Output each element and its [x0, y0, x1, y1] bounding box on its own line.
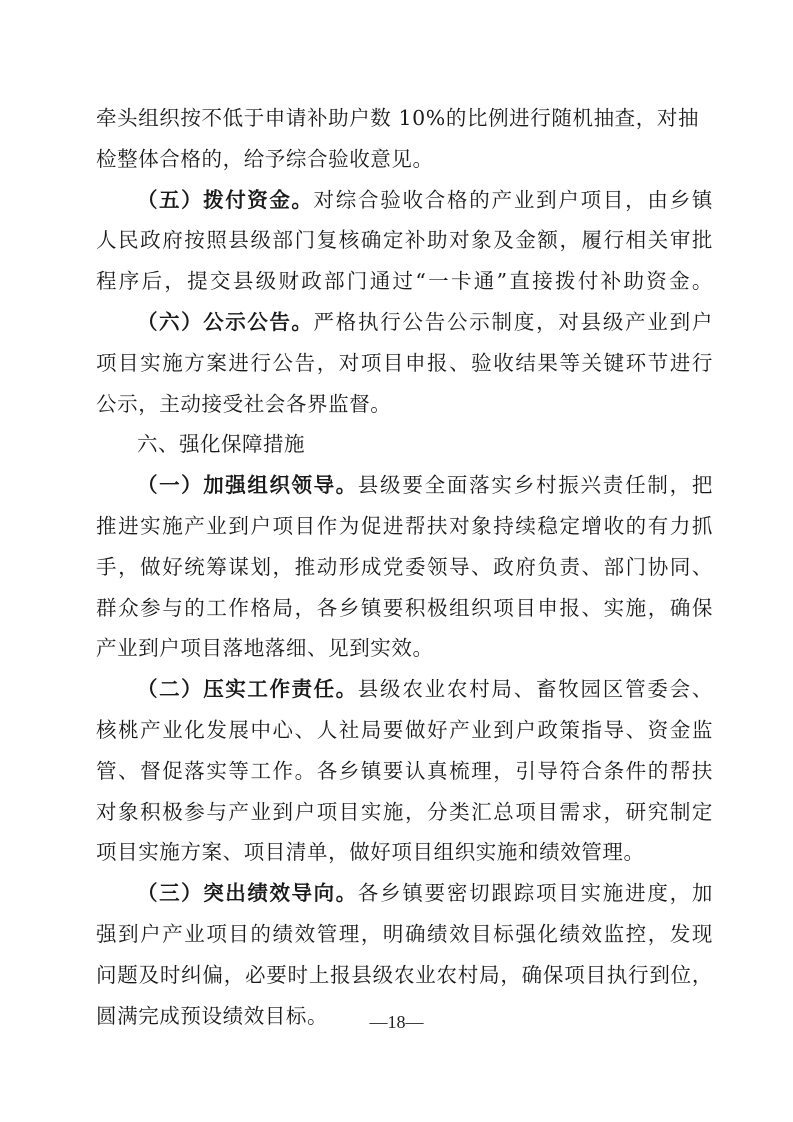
text-line: 程序后，提交县级财政部门通过“一卡通”直接拨付补助资金。 — [96, 269, 713, 294]
text-line: 县级农业农村局、畜牧园区管委会、 — [357, 677, 713, 702]
page-number: —18— — [369, 1012, 424, 1032]
text-line: 管、督促落实等工作。各乡镇要认真梳理，引导符合条件的帮扶 — [96, 758, 713, 783]
text-line: 公示，主动接受社会各界监督。 — [96, 391, 392, 416]
text-line: 县级要全面落实乡村振兴责任制，把 — [357, 473, 713, 498]
text-line: 各乡镇要密切跟踪项目实施进度，加 — [357, 881, 713, 906]
text-line: 牵头组织按不低于申请补助户数 10%的比例进行随机抽查，对抽 — [96, 106, 700, 130]
text-line: 对综合验收合格的产业到户项目，由乡镇 — [313, 187, 713, 212]
text-line: 检整体合格的，给予综合验收意见。 — [96, 146, 434, 171]
paragraph-lead: （三）突出绩效导向。 — [137, 881, 358, 906]
text-line: 问题及时纠偏，必要时上报县级农业农村局，确保项目执行到位， — [96, 962, 713, 987]
paragraph-disburse-funds — [96, 180, 713, 302]
paragraph-work-responsibility — [96, 669, 713, 873]
paragraph-random-inspection — [96, 98, 713, 180]
text-line: 项目实施方案、项目清单，做好项目组织实施和绩效管理。 — [96, 840, 645, 865]
text-line: 核桃产业化发展中心、人社局要做好产业到户政策指导、资金监 — [96, 717, 713, 742]
text-line: 圆满完成预设绩效目标。 — [96, 1003, 329, 1028]
text-line: 手，做好统筹谋划，推动形成党委领导、政府负责、部门协同、 — [96, 554, 713, 579]
text-line: 群众参与的工作格局，各乡镇要积极组织项目申报、实施，确保 — [96, 595, 713, 620]
paragraph-lead: （五）拨付资金。 — [137, 187, 314, 212]
text-line: 人民政府按照县级部门复核确定补助对象及金额，履行相关审批 — [96, 228, 713, 253]
text-line: 严格执行公告公示制度，对县级产业到户 — [313, 309, 713, 334]
text-line: 强到户产业项目的绩效管理，明确绩效目标强化绩效监控，发现 — [96, 921, 713, 946]
text-line: 项目实施方案进行公告，对项目申报、验收结果等关键环节进行 — [96, 350, 713, 375]
paragraph-lead: （六）公示公告。 — [137, 309, 314, 334]
paragraph-lead: （一）加强组织领导。 — [137, 473, 358, 498]
text-line: 推进实施产业到户项目作为促进帮扶对象持续稳定增收的有力抓 — [96, 513, 713, 538]
text-line: 产业到户项目落地落细、见到实效。 — [96, 636, 434, 661]
document-body — [96, 98, 713, 1036]
paragraph-organizational-leadership — [96, 465, 713, 669]
paragraph-lead: （二）压实工作责任。 — [137, 677, 358, 702]
section-heading: 六、强化保障措施 — [137, 432, 305, 457]
text-line: 对象积极参与产业到户项目实施，分类汇总项目需求，研究制定 — [96, 799, 713, 824]
paragraph-public-notice — [96, 302, 713, 424]
